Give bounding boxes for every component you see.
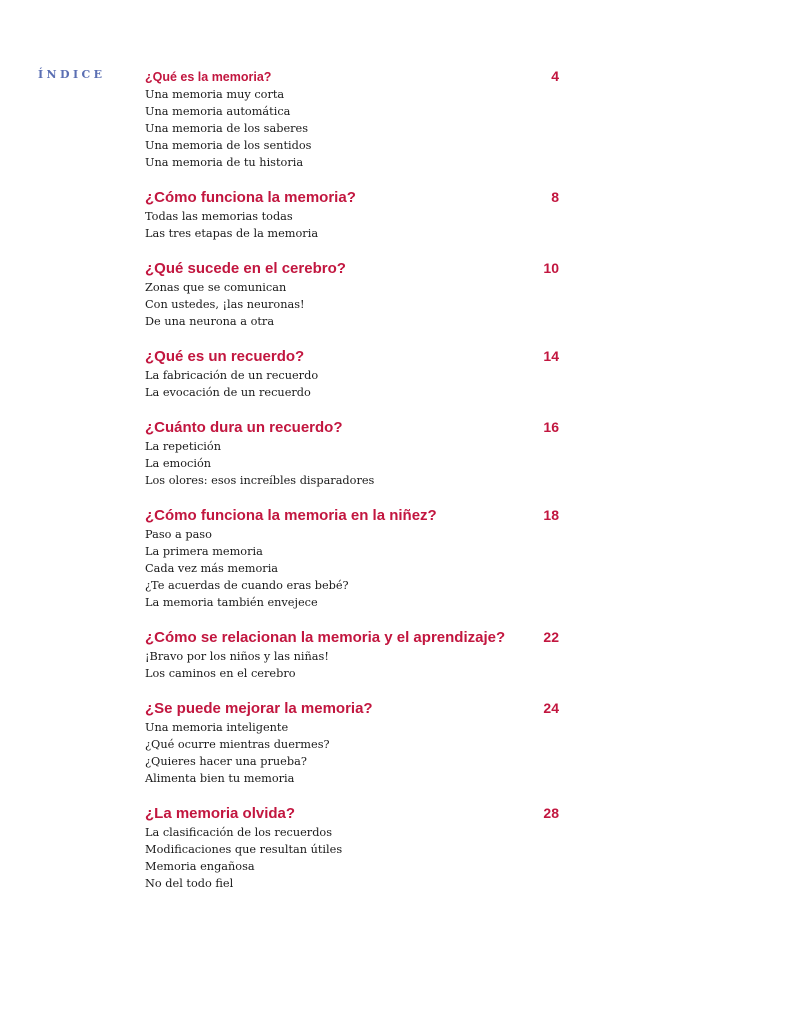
subtopic-item: La memoria también envejece — [145, 596, 318, 609]
section-heading — [145, 627, 559, 648]
subtopic-item: Memoria engañosa — [145, 860, 255, 873]
subtopic-item: La fabricación de un recuerdo — [145, 369, 319, 382]
section-heading — [145, 417, 559, 438]
subtopic-item: ¡Bravo por los niños y las niñas! — [145, 650, 329, 663]
subtopic-item: Los caminos en el cerebro — [145, 667, 296, 680]
toc-section — [145, 803, 559, 892]
subtopic-list — [145, 526, 559, 611]
section-page-number: 4 — [551, 68, 559, 84]
toc-section — [145, 67, 559, 171]
section-heading — [145, 187, 559, 208]
toc-section — [145, 187, 559, 242]
section-page-number: 24 — [543, 700, 559, 716]
subtopic-item: Paso a paso — [145, 528, 212, 541]
subtopic-list — [145, 824, 559, 892]
subtopic-list — [145, 367, 559, 401]
section-heading — [145, 505, 559, 526]
section-page-number: 10 — [543, 260, 559, 276]
section-title: ¿La memoria olvida? — [145, 805, 296, 822]
toc-section — [145, 346, 559, 401]
subtopic-item: Una memoria automática — [145, 105, 291, 118]
subtopic-item: Todas las memorias todas — [145, 210, 293, 223]
section-heading — [145, 698, 559, 719]
section-title: ¿Cómo se relacionan la memoria y el aprendizaje? — [145, 629, 506, 646]
subtopic-item: Una memoria de los saberes — [145, 122, 309, 135]
toc-section — [145, 417, 559, 489]
section-page-number: 18 — [543, 507, 559, 523]
section-heading — [145, 67, 559, 86]
subtopic-item: Una memoria de tu historia — [145, 156, 304, 169]
subtopic-item: Con ustedes, ¡las neuronas! — [145, 298, 305, 311]
section-page-number: 22 — [543, 629, 559, 645]
subtopic-item: Alimenta bien tu memoria — [145, 772, 295, 785]
toc-section — [145, 505, 559, 611]
subtopic-item: Cada vez más memoria — [145, 562, 279, 575]
subtopic-item: Modificaciones que resultan útiles — [145, 843, 343, 856]
subtopic-item: Los olores: esos increíbles disparadores — [145, 474, 375, 487]
toc-section — [145, 258, 559, 330]
subtopic-item: Zonas que se comunican — [145, 281, 287, 294]
section-page-number: 14 — [543, 348, 559, 364]
toc-section — [145, 698, 559, 787]
section-title: ¿Qué sucede en el cerebro? — [145, 260, 346, 277]
table-of-contents — [145, 67, 559, 908]
subtopic-list — [145, 208, 559, 242]
toc-section — [145, 627, 559, 682]
subtopic-item: La primera memoria — [145, 545, 263, 558]
section-heading — [145, 258, 559, 279]
subtopic-item: La emoción — [145, 457, 212, 470]
section-title: ¿Se puede mejorar la memoria? — [145, 700, 373, 717]
section-title: ¿Cómo funciona la memoria en la niñez? — [145, 507, 437, 524]
subtopic-item: ¿Quieres hacer una prueba? — [145, 755, 307, 768]
subtopic-item: Una memoria de los sentidos — [145, 139, 312, 152]
subtopic-item: La repetición — [145, 440, 222, 453]
subtopic-item: La clasificación de los recuerdos — [145, 826, 333, 839]
section-page-number: 16 — [543, 419, 559, 435]
section-title: ¿Qué es la memoria? — [145, 70, 272, 84]
subtopic-list — [145, 648, 559, 682]
subtopic-list — [145, 719, 559, 787]
subtopic-item: Las tres etapas de la memoria — [145, 227, 319, 240]
subtopic-item: De una neurona a otra — [145, 315, 275, 328]
subtopic-list — [145, 279, 559, 330]
section-page-number: 28 — [543, 805, 559, 821]
section-heading — [145, 346, 559, 367]
subtopic-item: La evocación de un recuerdo — [145, 386, 311, 399]
subtopic-item: ¿Te acuerdas de cuando eras bebé? — [145, 579, 349, 592]
subtopic-item: Una memoria muy corta — [145, 88, 285, 101]
section-title: ¿Qué es un recuerdo? — [145, 348, 305, 365]
section-title: ¿Cuánto dura un recuerdo? — [145, 419, 343, 436]
section-page-number: 8 — [551, 189, 559, 205]
index-label: ÍNDICE — [38, 68, 106, 81]
subtopic-item: Una memoria inteligente — [145, 721, 289, 734]
subtopic-item: ¿Qué ocurre mientras duermes? — [145, 738, 330, 751]
section-heading — [145, 803, 559, 824]
subtopic-list — [145, 86, 559, 171]
section-title: ¿Cómo funciona la memoria? — [145, 189, 356, 206]
subtopic-item: No del todo fiel — [145, 877, 234, 890]
subtopic-list — [145, 438, 559, 489]
